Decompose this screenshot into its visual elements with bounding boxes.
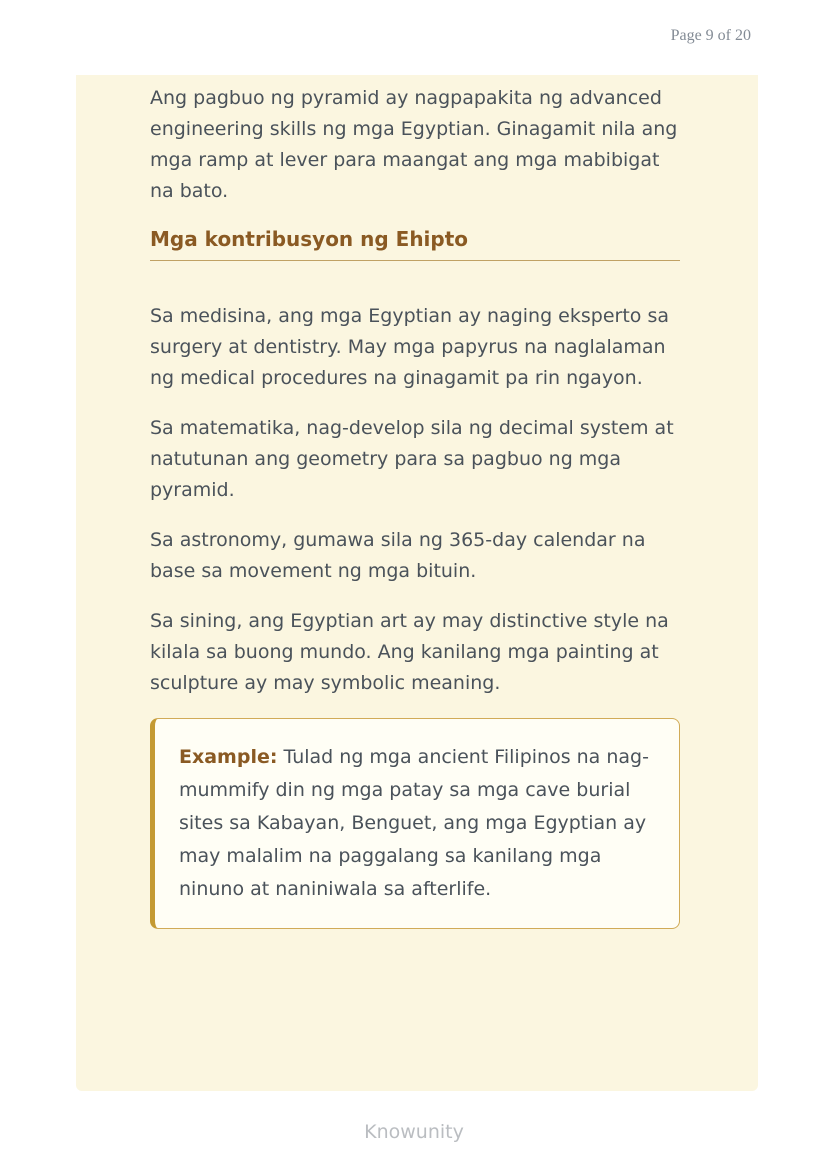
section-heading: Mga kontribusyon ng Ehipto xyxy=(150,226,680,261)
body-paragraph-medisina: Sa medisina, ang mga Egyptian ay naging eksperto sa surgery at dentistry. May mga papyrus na naglalaman ng medical procedures na ginagamit pa rin ngayon. xyxy=(150,305,669,389)
footer-brand-label: Knowunity xyxy=(364,1121,464,1143)
content-sheet xyxy=(76,75,758,1091)
body-paragraph-sining: Sa sining, ang Egyptian art ay may distinctive style na kilala sa buong mundo. Ang kanilang mga painting at sculpture ay may symbolic meaning. xyxy=(150,610,669,694)
example-text: Tulad ng mga ancient Filipinos na nag-mummify din ng mga patay sa mga cave burial sites sa Kabayan, Benguet, ang mga Egyptian ay may malalim na paggalang sa kanilang mga ninuno at naniniwala sa afterlife. xyxy=(179,746,649,900)
page-indicator: Page 9 of 20 xyxy=(670,27,751,44)
intro-paragraph: Ang pagbuo ng pyramid ay nagpapakita ng advanced engineering skills ng mga Egyptian. Ginagamit nila ang mga ramp at lever para maangat ang mga mabibigat na bato. xyxy=(150,87,678,202)
body-paragraph-matematika: Sa matematika, nag-develop sila ng decimal system at natutunan ang geometry para sa pagbuo ng mga pyramid. xyxy=(150,417,674,501)
body-paragraph-astronomy: Sa astronomy, gumawa sila ng 365-day calendar na base sa movement ng mga bituin. xyxy=(150,529,646,582)
footer xyxy=(0,1121,828,1143)
example-paragraph xyxy=(179,741,655,906)
example-label: Example: xyxy=(179,746,278,768)
example-box xyxy=(150,718,680,929)
